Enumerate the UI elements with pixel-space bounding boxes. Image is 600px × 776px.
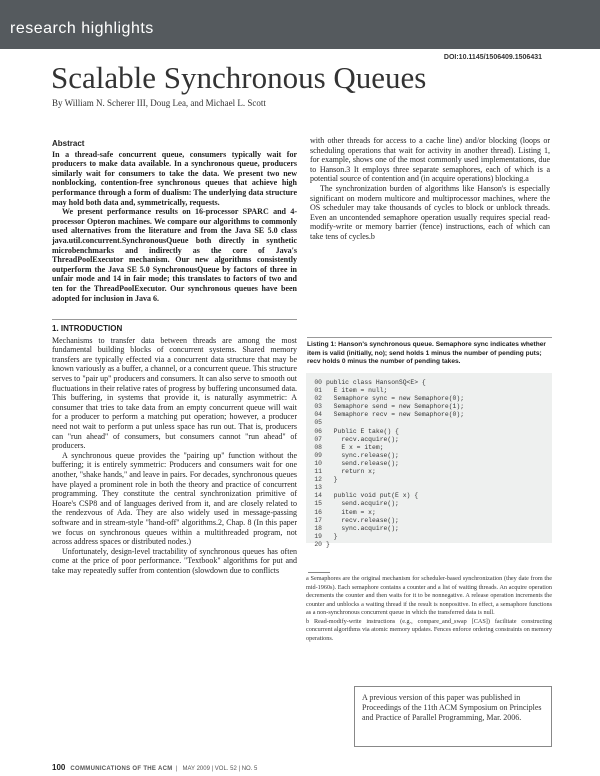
line-number: 15 bbox=[314, 500, 322, 508]
footnote-a: a Semaphores are the original mechanism for scheduler-based synchronization (they date from the mid-1960s). Each semaphore contains a counter and a list of waiting threads. An acquire operation decrements the counter and then waits for it to be nonnegative. A release operation increments the counter and unblocks a waiting thread if the result is nonpositive. In effect, a semaphore functions as a non-synchronous concurrent queue in which the transferred data is null. bbox=[306, 575, 552, 616]
code-text: E item = null; bbox=[326, 387, 388, 395]
abstract-heading: Abstract bbox=[52, 139, 85, 148]
line-number: 13 bbox=[314, 484, 322, 492]
line-number: 10 bbox=[314, 459, 322, 467]
authors: By William N. Scherer III, Doug Lea, and Michael L. Scott bbox=[52, 98, 266, 108]
line-number: 19 bbox=[314, 532, 322, 540]
previous-version-note: A previous version of this paper was published in Proceedings of the 11th ACM Symposium on Principles and Practice of Parallel Programming, Mar. 2006. bbox=[354, 686, 552, 747]
intro-paragraph-1: Mechanisms to transfer data between threads are among the most fundamental building blocks of concurrent systems. Shared memory transfers are typically effected via a concurrent data structure that may be known variously as a buffer, a channel, or a concurrent queue. This structure serves to "pair up" producers and consumers. It can also serve to smooth out fluctuations in their relative rates of progress by buffering unconsumed data. This buffering, in systems that provide it, is naturally asymmetric: A consumer that tries to take data from an empty concurrent queue will wait for a producer to perform a matching put operation; however, a producer need not wait to perform a put unless space has run out. That is, producers can "run ahead" of consumers, but consumers cannot "run ahead" of producers. bbox=[52, 335, 297, 451]
code-line bbox=[306, 468, 552, 476]
abstract-paragraph-2: We present performance results on 16-processor SPARC and 4-processor Opteron machines. We compare our algorithms to commonly used alternatives from the literature and from the Java SE 5.0 class java.util.concurrent.SynchronousQueue both directly in synthetic microbenchmarks and indirectly as the core of Java's ThreadPoolExecutor mechanism. Our new algorithms consistently outperform the Java SE 5.0 SynchronousQueue by factors of three in unfair mode and 14 in fair mode; this translates to factors of two and ten for the ThreadPoolExecutor. Our synchronous queues have been adopted for inclusion in Java 6. bbox=[52, 207, 297, 303]
line-number: 18 bbox=[314, 524, 322, 532]
code-text: send.release(); bbox=[326, 459, 399, 467]
code-line bbox=[306, 395, 552, 403]
line-number: 11 bbox=[314, 468, 322, 476]
code-listing bbox=[306, 373, 552, 548]
listing-caption: Listing 1: Hanson's synchronous queue. Semaphore sync indicates whether item is valid (initially, no); send holds 1 minus the number of pending puts; recv holds 0 minus the number of pending takes. bbox=[307, 337, 552, 367]
code-line bbox=[306, 492, 552, 500]
intro-paragraph-2: A synchronous queue provides the "pairing up" function without the buffering; it is entirely symmetric: Producers and consumers wait for one another, "shake hands," and leave in pairs. For decades, synchronous queues have played a prominent role in both the theory and practice of concurrent programming. They constitute the central synchronization primitive of Hoare's CSP8 and of languages derived from it, and are closely related to the rendezvous of Ada. They are also widely used in message-passing software and in stream-style "hand-off" algorithms.2, Chap. 8 (In this paper we focus on synchronous queues within a multithreaded program, not across address spaces or distributed nodes.) bbox=[52, 450, 297, 547]
line-number: 17 bbox=[314, 516, 322, 524]
code-line bbox=[306, 436, 552, 444]
code-line bbox=[306, 444, 552, 452]
code-line bbox=[306, 452, 552, 460]
line-number: 12 bbox=[314, 476, 322, 484]
line-number: 04 bbox=[314, 411, 322, 419]
magazine-name: COMMUNICATIONS OF THE ACM bbox=[70, 766, 173, 772]
code-text: recv.acquire(); bbox=[326, 435, 399, 443]
code-line bbox=[306, 500, 552, 508]
code-line bbox=[306, 541, 552, 549]
code-text: } bbox=[326, 532, 338, 540]
code-line bbox=[306, 403, 552, 411]
line-number: 09 bbox=[314, 451, 322, 459]
section-band bbox=[0, 0, 600, 49]
right-paragraph-2: The synchronization burden of algorithms like Hanson's is especially significant on modern multicore and multiprocessor machines, where the OS scheduler may take thousands of cycles to block or unblock threads. Even an uncontended semaphore operation usually requires special read-modify-write or memory barrier (fence) instructions, each of which can take tens of cycles.b bbox=[310, 183, 550, 241]
code-line bbox=[306, 517, 552, 525]
code-line bbox=[306, 428, 552, 436]
code-line bbox=[306, 533, 552, 541]
code-text: E x = item; bbox=[326, 443, 384, 451]
code-line bbox=[306, 525, 552, 533]
right-column bbox=[310, 136, 550, 242]
code-text: Semaphore sync = new Semaphore(0); bbox=[326, 395, 465, 403]
line-number: 08 bbox=[314, 443, 322, 451]
section-label: research highlights bbox=[10, 20, 154, 37]
code-text: Semaphore send = new Semaphore(1); bbox=[326, 403, 465, 411]
intro-paragraph-3: Unfortunately, design-level tractability of synchronous queues has often come at the price of poor performance. "Textbook" algorithms for put and take may repeatedly suffer from contention (slowdown due to conflicts bbox=[52, 546, 297, 575]
code-line bbox=[306, 379, 552, 387]
code-text: Public E take() { bbox=[326, 427, 399, 435]
line-number: 02 bbox=[314, 395, 322, 403]
code-text: return x; bbox=[326, 468, 376, 476]
code-text: sync.release(); bbox=[326, 451, 399, 459]
line-number: 20 bbox=[314, 540, 322, 548]
line-number: 05 bbox=[314, 419, 322, 427]
code-text: recv.release(); bbox=[326, 516, 399, 524]
abstract-paragraph-1: In a thread-safe concurrent queue, consumers typically wait for producers to make data available. In a synchronous queue, producers similarly wait for consumers to take the data. We present two new nonblocking, contention-free synchronous queues that achieve high performance through a form of dualism: The underlying data structure may hold both data and, symmetrically, requests. bbox=[52, 149, 297, 207]
code-text: send.acquire(); bbox=[326, 500, 399, 508]
code-line bbox=[306, 484, 552, 492]
code-line bbox=[306, 476, 552, 484]
intro-heading: 1. INTRODUCTION bbox=[52, 319, 297, 334]
code-text: sync.acquire(); bbox=[326, 524, 399, 532]
left-column bbox=[52, 139, 297, 576]
code-text: item = x; bbox=[326, 508, 376, 516]
code-line bbox=[306, 509, 552, 517]
line-number: 03 bbox=[314, 403, 322, 411]
paper-title: Scalable Synchronous Queues bbox=[51, 60, 427, 95]
line-number: 00 bbox=[314, 379, 322, 386]
right-paragraph-1: with other threads for access to a cache line) and/or blocking (loops or scheduling operations that wait for activity in another thread). Listing 1, for example, shows one of the most commonly used implementations, due to Hanson.3 It employs three separate semaphores, each of which is a potential source of contention and (in acquire operations) blocking.a bbox=[310, 136, 550, 184]
line-number: 16 bbox=[314, 508, 322, 516]
code-line bbox=[306, 460, 552, 468]
page-footer: 100 COMMUNICATIONS OF THE ACM | MAY 2009 | VOL. 52 | NO. 5 bbox=[52, 763, 258, 772]
footnote-rule bbox=[308, 572, 330, 573]
code-text: public void put(E x) { bbox=[326, 492, 419, 500]
line-number: 07 bbox=[314, 435, 322, 443]
code-line bbox=[306, 419, 552, 427]
issue-info: MAY 2009 | VOL. 52 | NO. 5 bbox=[182, 766, 258, 772]
page-number: 100 bbox=[52, 763, 66, 772]
footnotes bbox=[306, 575, 552, 643]
code-line bbox=[306, 411, 552, 419]
code-text: } bbox=[326, 540, 330, 548]
code-text: public class HansonSQ<E> { bbox=[326, 379, 426, 386]
code-text: } bbox=[326, 476, 338, 484]
code-text: Semaphore recv = new Semaphore(0); bbox=[326, 411, 465, 419]
doi: DOI:10.1145/1506409.1506431 bbox=[443, 54, 542, 61]
line-number: 01 bbox=[314, 387, 322, 395]
line-number: 06 bbox=[314, 427, 322, 435]
footnote-b: b Read-modify-write instructions (e.g., compare_and_swap [CAS]) facilitate constructing concurrent algorithms via atomic memory updates. Fences enforce ordering constraints on memory operations. bbox=[306, 617, 552, 642]
line-number: 14 bbox=[314, 492, 322, 500]
code-line bbox=[306, 387, 552, 395]
